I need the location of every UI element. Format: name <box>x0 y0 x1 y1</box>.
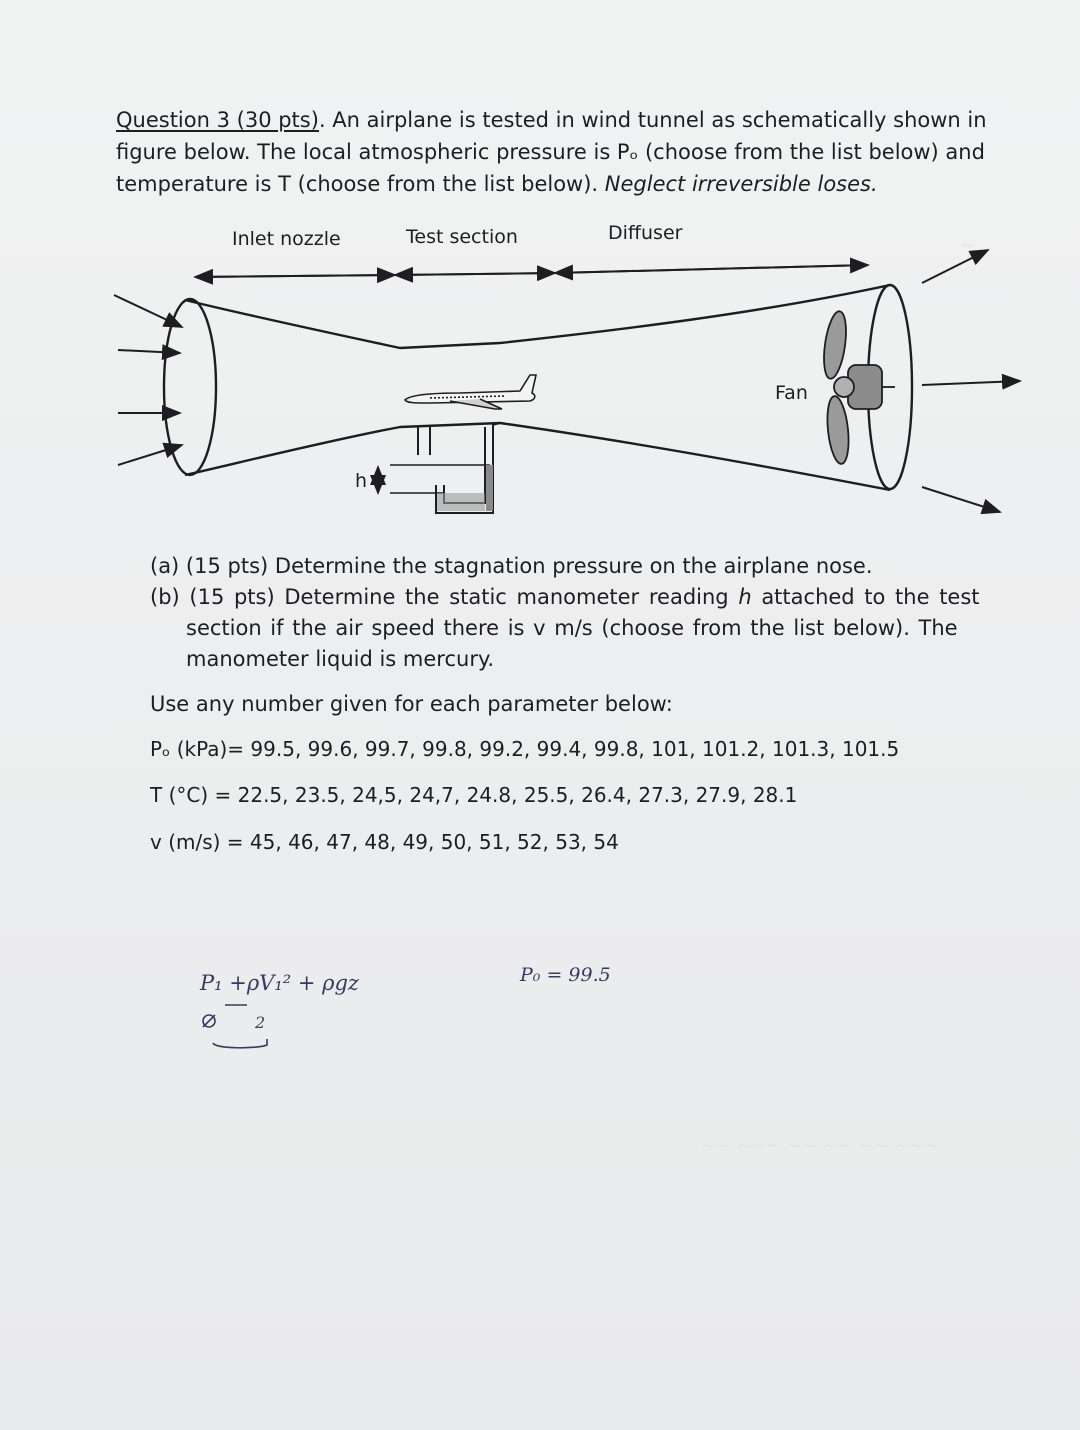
test-section-label: Test section <box>406 226 518 248</box>
fan-label: Fan <box>775 382 808 404</box>
diffuser-dimension-arrow <box>555 265 868 273</box>
bleed-through-text: ~ <box>960 235 976 256</box>
wind-tunnel-diagram <box>100 215 1060 545</box>
part-a: (a) (15 pts) Determine the stagnation pressure on the airplane nose. <box>150 554 873 578</box>
question-intro-line2: figure below. The local atmospheric pressure is Pₒ (choose from the list below) and <box>116 140 985 164</box>
test-section-dimension-arrow <box>395 273 555 275</box>
inlet-dimension-arrow <box>195 275 395 277</box>
question-intro-text-1: . An airplane is tested in wind tunnel as schematically shown in <box>318 108 987 132</box>
handwritten-bernoulli-eq: P₁ +ρV₁² + ρgz <box>200 971 359 995</box>
airplane-model <box>405 375 536 409</box>
wind-tunnel-drawing <box>100 215 1060 545</box>
tunnel-upper-wall <box>185 285 890 348</box>
question-intro-italic: Neglect irreversible loses. <box>604 172 878 196</box>
params-po-list: Pₒ (kPa)= 99.5, 99.6, 99.7, 99.8, 99.2, 99.4, 99.8, 101, 101.2, 101.3, 101.5 <box>150 737 900 761</box>
params-v-list: v (m/s) = 45, 46, 47, 48, 49, 50, 51, 52, 53, 54 <box>150 830 619 854</box>
part-b-h-symbol: h <box>738 585 752 609</box>
part-b-text-1: (b) (15 pts) Determine the static manometer reading <box>150 585 729 609</box>
tunnel-lower-wall <box>185 423 890 490</box>
manometer-h-label: h <box>355 470 368 492</box>
diffuser-label: Diffuser <box>608 222 683 244</box>
part-b-line1 <box>150 587 980 608</box>
params-intro: Use any number given for each parameter below: <box>150 692 673 716</box>
question-intro-line1 <box>116 110 987 131</box>
handwritten-strokes <box>195 995 295 1055</box>
question-intro-line3 <box>116 174 878 195</box>
part-b-text-1-end: attached to the test <box>761 585 980 609</box>
fan-assembly <box>820 310 895 465</box>
part-b-line2: section if the air speed there is v m/s (choose from the list below). The <box>186 616 958 640</box>
question-intro-text-3: temperature is T (choose from the list below). <box>116 172 599 196</box>
handwritten-eq-denominator: 2 <box>255 1013 266 1032</box>
question-heading: Question 3 (30 pts) <box>116 108 319 132</box>
inlet-nozzle-label: Inlet nozzle <box>232 228 341 250</box>
handwritten-po-value: P₀ = 99.5 <box>520 964 611 986</box>
params-t-list: T (°C) = 22.5, 23.5, 24,5, 24,7, 24.8, 25.5, 26.4, 27.3, 27.9, 28.1 <box>150 783 798 807</box>
bleed-through-text: ~~~ ~~ ~~ ~~ ~~~ ~~ <box>700 1135 940 1156</box>
part-b-line3: manometer liquid is mercury. <box>186 647 495 671</box>
mercury-manometer <box>390 423 500 513</box>
